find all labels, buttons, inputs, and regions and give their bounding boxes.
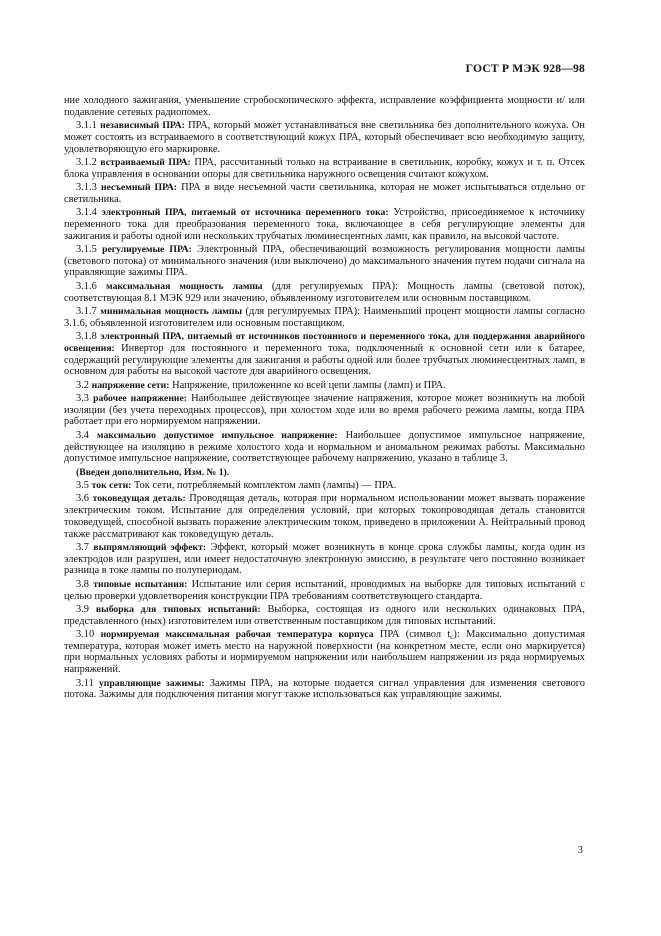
term: управляющие зажимы: <box>98 677 205 689</box>
definition: Инвертор для постоянного и переменного тока, подключенный к основной сети или к батарее, содержащий регулирующие элементы для зажигания и работы одной или более трубчатых люминесцентных ламп, в основном для работы на высокой частоте для аварийного освещения. <box>64 342 585 378</box>
amendment-note <box>64 467 585 479</box>
definition: (для регулируемых ПРА): Мощность лампы (световой поток), соответствующая 8.1 МЭК 929 или значению, объявленному изготовителем или основным поставщиком. <box>64 280 585 304</box>
term: выборка для типовых испытаний: <box>95 603 261 615</box>
definition: Зажимы ПРА, на которые подается сигнал управления для изменения светового потока. Зажимы для подключения питания могут также использоваться как управляющие зажимы. <box>64 677 585 701</box>
term: токоведущая деталь: <box>92 493 186 505</box>
term: несъемный ПРА: <box>100 182 177 194</box>
clause-number: 3.1.7 <box>76 305 97 317</box>
clause-number: 3.5 <box>76 479 89 491</box>
definition: Устройство, присоединяемое к источнику переменного тока для преобразования переменного тока, включающее в себя регулирующие элементы для зажигания и работы одной или нескольких трубчатых люминесцентных ламп, как правило, на высокой частоте. <box>64 207 585 242</box>
definition: Выборка, состоящая из одного или нескольких одинаковых ПРА, представленного (ных) изготовителем или ответственным поставщиком для типовых испытаний. <box>64 603 585 627</box>
definition: Напряжение, приложенное ко всей цепи лампы (ламп) и ПРА. <box>172 379 446 391</box>
paragraph-3-4 <box>64 430 585 465</box>
term: рабочее напряжение: <box>93 392 188 404</box>
term: максимальная мощность лампы <box>106 280 263 292</box>
term: типовые испытания: <box>93 578 188 590</box>
paragraph-3-2 <box>64 380 585 392</box>
term: нормируемая максимальная рабочая температура корпуса <box>100 628 374 640</box>
clause-number: 3.2 <box>76 379 89 391</box>
paragraph-continuation <box>64 95 585 119</box>
definition-end: ): Максимально допустимая температура, которая может иметь место на наружной поверхности (на конкретном месте, если оно маркируется) при нормальных условиях работы и нормируемом напряжении или наибольшем напряжении из ряда нормируемых напряжений. <box>64 628 586 676</box>
clause-number: 3.11 <box>76 677 94 689</box>
paragraph-3-1-3 <box>64 182 585 206</box>
term: электронный ПРА, питаемый от источника переменного тока: <box>101 207 389 219</box>
definition: ПРА, который может устанавливаться вне светильника без дополнительного кожуха. Он может состоять из встраиваемого в соответствующий кожух ПРА, который обеспечивает всю необходимую защиту, удовлетворяющую его маркировке. <box>64 120 585 155</box>
clause-number: 3.1.8 <box>76 331 97 342</box>
definition: Наибольшее действующее значение напряжения, которое может возникнуть на любой изоляции (без учета переходных процессов), при холостом ходе или во время рабочего режима лампы, когда ПРА работает при его нормируемом напряжении. <box>64 392 585 428</box>
clause-number: 3.10 <box>76 628 95 640</box>
paragraph-3-1-7 <box>64 306 585 330</box>
clause-number: 3.7 <box>76 541 89 553</box>
paragraph-3-3 <box>64 393 585 428</box>
definition: Испытание или серия испытаний, проводимых на выборке для типовых испытаний с целью проверки удовлетворения конструкции ПРА требованиям соответствующего стандарта. <box>64 578 585 602</box>
paragraph-3-1-2 <box>64 157 585 181</box>
definition: Ток сети, потребляемый комплектом ламп (лампы) — ПРА. <box>133 479 397 491</box>
paragraph-3-1-6 <box>64 281 585 305</box>
term: ток сети: <box>91 479 132 491</box>
temperature-symbol-subscript: c <box>450 632 454 641</box>
paragraph-text: ние холодного зажигания, уменьшение стробоскопического эффекта, исправление коэффициента мощности и/ или подавление сетевых радиопомех. <box>64 95 585 118</box>
term: встраиваемый ПРА: <box>100 156 191 168</box>
paragraph-3-11 <box>64 678 585 702</box>
amendment-text: (Введен дополнительно, Изм. № 1). <box>76 466 230 478</box>
definition: (для регулируемых ПРА): Наименьший процент мощности лампы согласно 3.1.6, объявленной изготовителем или основным поставщиком. <box>64 305 585 329</box>
paragraph-3-8 <box>64 579 585 603</box>
clause-number: 3.1.6 <box>76 280 97 292</box>
clause-number: 3.1.5 <box>76 243 97 255</box>
paragraph-3-1-1 <box>64 120 585 155</box>
paragraph-3-10 <box>64 629 585 676</box>
clause-number: 3.1.2 <box>76 156 97 168</box>
definition: Электронный ПРА, обеспечивающий возможность регулирования мощности лампы (светового потока) от минимального значения (или выключено) до максимального значения путем подачи сигнала на управляющие зажимы ПРА. <box>64 243 585 279</box>
term: независимый ПРА: <box>100 120 185 132</box>
term: напряжение сети: <box>91 379 170 391</box>
paragraph-3-5 <box>64 480 585 492</box>
term: максимально допустимое импульсное напряжение: <box>96 429 338 441</box>
page-number: 3 <box>577 845 583 856</box>
paragraph-3-1-8 <box>64 331 585 378</box>
body-text <box>64 95 585 703</box>
clause-number: 3.8 <box>76 578 89 590</box>
definition: Наибольшее допустимое импульсное напряжение, действующее на изоляцию в режиме холостого хода и нормальном и аномальном режимах работы. Максимально допустимое импульсное напряжение, соответствующее рабочему напряжению, указано в таблице 3. <box>64 429 585 465</box>
clause-number: 3.6 <box>76 493 89 505</box>
paragraph-3-7 <box>64 542 585 577</box>
definition: Проводящая деталь, которая при нормальном использовании может вызвать поражение электрическим током. Испытание для определения условий, при которых токопроводящая деталь становится токоведущей, способной вызвать поражение электрическим током, приведено в приложении А. Нейтральный провод также рассматривают как токоведущую деталь. <box>64 493 585 540</box>
standard-code-header: ГОСТ Р МЭК 928—98 <box>465 62 585 75</box>
paragraph-3-9 <box>64 604 585 628</box>
paragraph-3-1-4 <box>64 207 585 242</box>
definition-start: ПРА (символ t <box>379 628 451 640</box>
definition: ПРА, рассчитанный только на встраивание в светильник, коробку, кожух и т. п. Отсек блока управления в основании опоры для светильника наружного освещения считают кожухом. <box>64 156 585 180</box>
term: электронный ПРА, питаемый от источников постоянного и переменного тока, для поддержания аварийного освещения: <box>64 331 585 354</box>
clause-number: 3.1.4 <box>76 207 97 219</box>
clause-number: 3.1.3 <box>76 182 97 194</box>
paragraph-3-6 <box>64 493 585 540</box>
definition: Эффект, который может возникнуть в конце срока службы лампы, когда один из электродов или разрушен, или имеет недостаточную электронную эмиссию, в результате чего постоянно возникает разница в токе лампы по полупериодам. <box>64 541 585 577</box>
paragraph-3-1-5 <box>64 244 585 279</box>
definition: ПРА в виде несъемной части светильника, которая не может испытываться отдельно от светильника. <box>64 182 585 205</box>
clause-number: 3.3 <box>76 392 89 404</box>
clause-number: 3.1.1 <box>76 120 97 132</box>
term: выпрямляющий эффект: <box>93 541 207 553</box>
term: минимальная мощность лампы <box>100 305 243 317</box>
term: регулируемые ПРА: <box>102 243 192 255</box>
clause-number: 3.4 <box>76 429 89 441</box>
clause-number: 3.9 <box>76 603 89 615</box>
